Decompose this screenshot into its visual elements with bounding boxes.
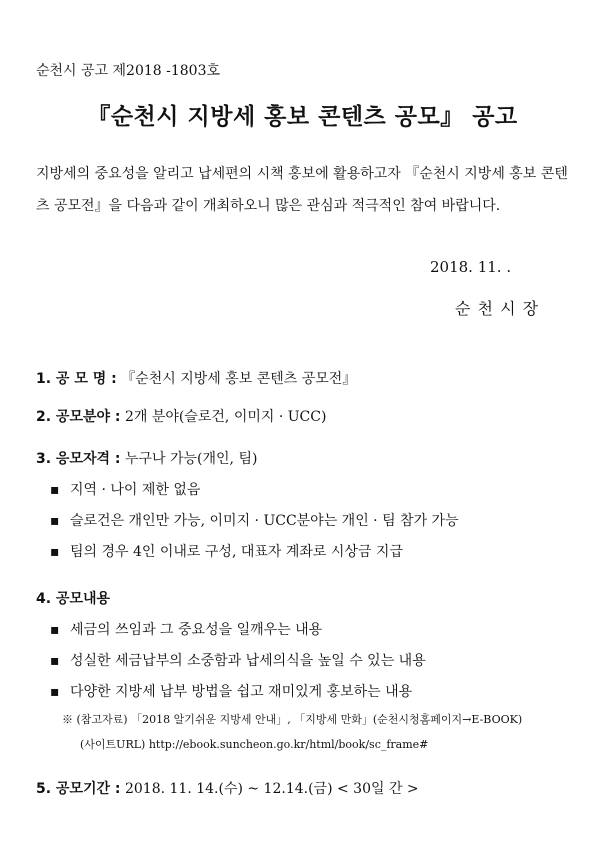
section-label: 2. 공모분야 : xyxy=(36,409,121,425)
signer: 순 천 시 장 xyxy=(455,299,540,318)
list-item: ▪ 다양한 지방세 납부 방법을 쉽고 재미있게 홍보하는 내용 xyxy=(50,684,413,700)
section-label: 5. 공모기간 : xyxy=(36,781,121,797)
section-label: 3. 응모자격 : xyxy=(36,451,121,467)
list-item: ▪ 지역 · 나이 제한 없음 xyxy=(50,482,201,498)
bullet-icon: ▪ xyxy=(50,653,60,669)
section-eligibility xyxy=(36,448,257,468)
notice-date: 2018. 11. . xyxy=(430,258,512,276)
section-label: 1. 공 모 명 : xyxy=(36,371,117,387)
bullet-icon: ▪ xyxy=(50,684,60,700)
section-value: 2018. 11. 14.(수) ~ 12.14.(금) < 30일 간 > xyxy=(124,781,419,797)
reference-note: ※ (참고자료) 「2018 알기쉬운 지방세 안내」, 「지방세 만화」(순천시청홈페이지→E-BOOK) xyxy=(62,713,523,726)
bullet-icon: ▪ xyxy=(50,622,60,638)
section-value: 『순천시 지방세 홍보 콘텐츠 공모전』 xyxy=(121,371,357,387)
section-period xyxy=(36,778,419,798)
reference-url: (사이트URL) http://ebook.suncheon.go.kr/html/book/sc_frame# xyxy=(80,738,429,751)
section-value: 2개 분야(슬로건, 이미지 · UCC) xyxy=(124,409,327,425)
list-item: ▪ 슬로건은 개인만 가능, 이미지 · UCC분야는 개인 · 팀 참가 가능 xyxy=(50,513,459,529)
notice-number: 순천시 공고 제2018 -1803호 xyxy=(36,63,221,79)
section-contest-field xyxy=(36,406,326,426)
bullet-icon: ▪ xyxy=(50,544,60,560)
section-content xyxy=(36,588,110,608)
bullet-icon: ▪ xyxy=(50,482,60,498)
document-title: 『순천시 지방세 홍보 콘텐츠 공모』 공고 xyxy=(87,104,518,130)
list-item: ▪ 세금의 쓰임과 그 중요성을 일깨우는 내용 xyxy=(50,622,323,638)
section-label: 4. 공모내용 xyxy=(36,591,111,607)
intro-paragraph: 지방세의 중요성을 알리고 납세편의 시책 홍보에 활용하고자 『순천시 지방세 홍보 콘텐츠 공모전』을 다음과 같이 개최하오니 많은 관심과 적극적인 참여 바랍니다. xyxy=(36,166,568,214)
bullet-icon: ▪ xyxy=(50,513,60,529)
section-contest-name xyxy=(36,368,356,388)
section-value: 누구나 가능(개인, 팀) xyxy=(124,451,258,467)
list-item: ▪ 성실한 세금납부의 소중함과 납세의식을 높일 수 있는 내용 xyxy=(50,653,426,669)
list-item: ▪ 팀의 경우 4인 이내로 구성, 대표자 계좌로 시상금 지급 xyxy=(50,544,403,560)
